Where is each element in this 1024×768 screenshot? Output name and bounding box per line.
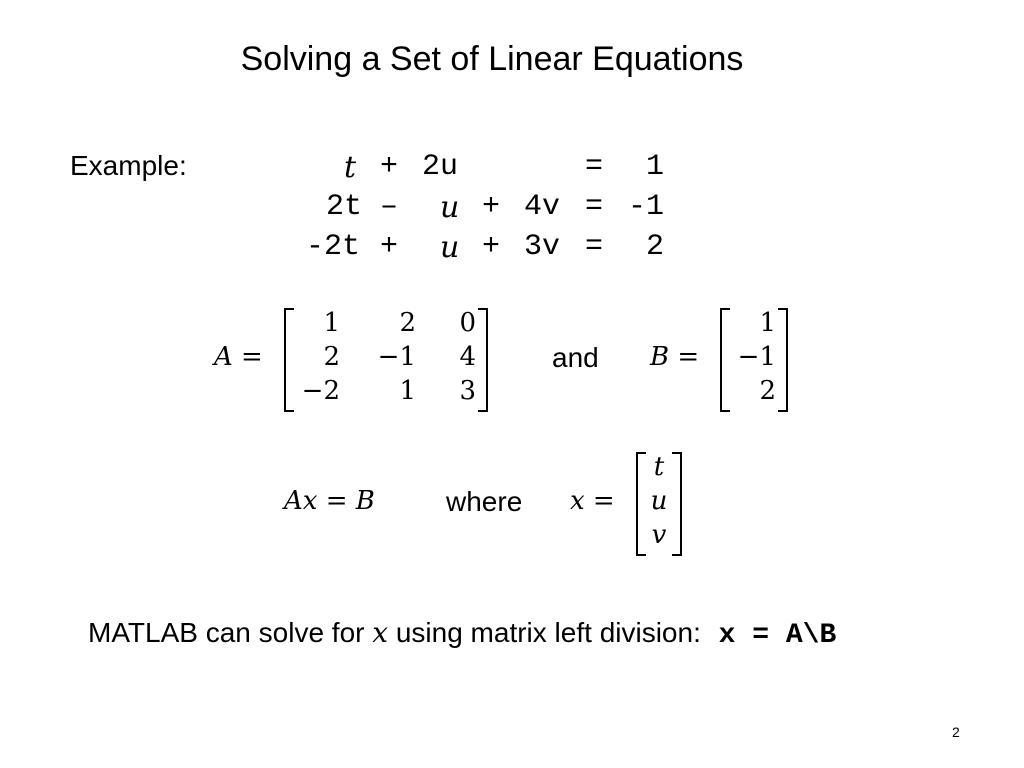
matrix-a-cell: −2	[301, 376, 340, 406]
vector-x-cell: t	[653, 452, 665, 482]
matrix-a-cell: 2	[323, 342, 340, 372]
matrix-a-cell: 0	[459, 308, 476, 338]
matlab-code: x = A\B	[718, 620, 837, 651]
matrix-b-label: B =	[650, 342, 700, 372]
eq-rhs: 2	[646, 230, 665, 264]
eq-term-t: 2t	[326, 190, 363, 224]
eq-term-t: -2t	[306, 230, 361, 264]
example-label: Example:	[70, 150, 187, 181]
eq-term-t: t	[344, 150, 357, 185]
eq-op1: +	[380, 150, 399, 184]
matlab-line: MATLAB can solve for x using matrix left division: x = A\B	[88, 616, 837, 651]
eq-rhs: -1	[628, 190, 665, 224]
vector-x-label: x =	[570, 486, 615, 516]
matrix-a-cell: 2	[399, 308, 416, 338]
and-text: and	[552, 342, 599, 373]
eq-op1: +	[380, 230, 399, 264]
matrix-a-label: A =	[214, 342, 263, 372]
eq-equals: =	[585, 190, 604, 224]
matrix-a-cell: 3	[459, 376, 476, 406]
eq-equals: =	[585, 230, 604, 264]
matrix-b-cell: −1	[737, 342, 776, 372]
matrix-a	[284, 308, 488, 412]
matrix-b	[720, 308, 788, 412]
page-number: 2	[952, 724, 960, 740]
where-text: where	[446, 486, 523, 517]
eq-rhs: 1	[646, 150, 665, 184]
matrix-b-cell: 1	[759, 308, 776, 338]
slide-title: Solving a Set of Linear Equations	[240, 40, 744, 78]
eq-term-u: u	[440, 190, 460, 225]
matrix-a-cell: −1	[377, 342, 416, 372]
matrix-b-cell: 2	[759, 376, 776, 406]
eq-equals: =	[585, 150, 604, 184]
vector-x	[636, 452, 682, 556]
eq-op1: –	[380, 190, 399, 224]
eq-term-u: 2u	[422, 150, 459, 184]
matrix-a-cell: 1	[323, 308, 340, 338]
matrix-a-cell: 1	[399, 376, 416, 406]
eq-op2: +	[482, 190, 501, 224]
matrix-a-cell: 4	[459, 342, 476, 372]
eq-term-u: u	[440, 230, 460, 265]
eq-term-v: 3v	[524, 230, 561, 264]
axb-equation: Ax = B	[284, 486, 375, 516]
eq-op2: +	[482, 230, 501, 264]
eq-term-v: 4v	[524, 190, 561, 224]
vector-x-cell: v	[651, 520, 667, 550]
vector-x-cell: u	[650, 486, 668, 516]
